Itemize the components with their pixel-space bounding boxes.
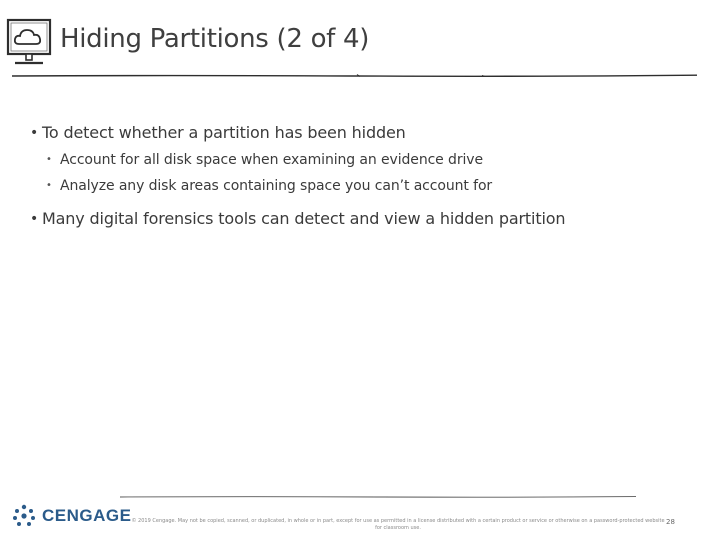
bullet-dot: • bbox=[30, 125, 39, 141]
bullet-level2 bbox=[30, 176, 700, 196]
cengage-logo bbox=[12, 504, 131, 528]
bullet-level1 bbox=[30, 122, 700, 144]
bullet-text: Analyze any disk areas containing space you can’t account for bbox=[60, 178, 493, 194]
title-divider bbox=[12, 72, 697, 80]
bullet-level1 bbox=[30, 208, 700, 230]
brand-name: CENGAGE bbox=[42, 506, 132, 525]
slide-content bbox=[30, 122, 700, 230]
bullet-text: Many digital forensics tools can detect and view a hidden partition bbox=[42, 209, 566, 228]
footer-divider bbox=[120, 494, 636, 500]
bullet-text: To detect whether a partition has been hidden bbox=[42, 123, 406, 142]
bullet-level2 bbox=[30, 150, 700, 170]
cengage-logo-icon bbox=[12, 504, 36, 528]
bullet-dot: • bbox=[46, 154, 52, 165]
bullet-text: Account for all disk space when examining an evidence drive bbox=[60, 152, 483, 168]
bullet-dot: • bbox=[30, 211, 39, 227]
page-number: 28 bbox=[666, 518, 675, 526]
copyright-notice: © 2019 Cengage. May not be copied, scanned, or duplicated, in whole or in part, except for use as permitted in a license distributed with a certain product or service or otherwise on a password-protected website for classroom use. bbox=[131, 518, 665, 531]
bullet-dot: • bbox=[46, 180, 52, 191]
cloud-monitor-icon bbox=[5, 17, 53, 69]
page-title: Hiding Partitions (2 of 4) bbox=[60, 24, 370, 54]
